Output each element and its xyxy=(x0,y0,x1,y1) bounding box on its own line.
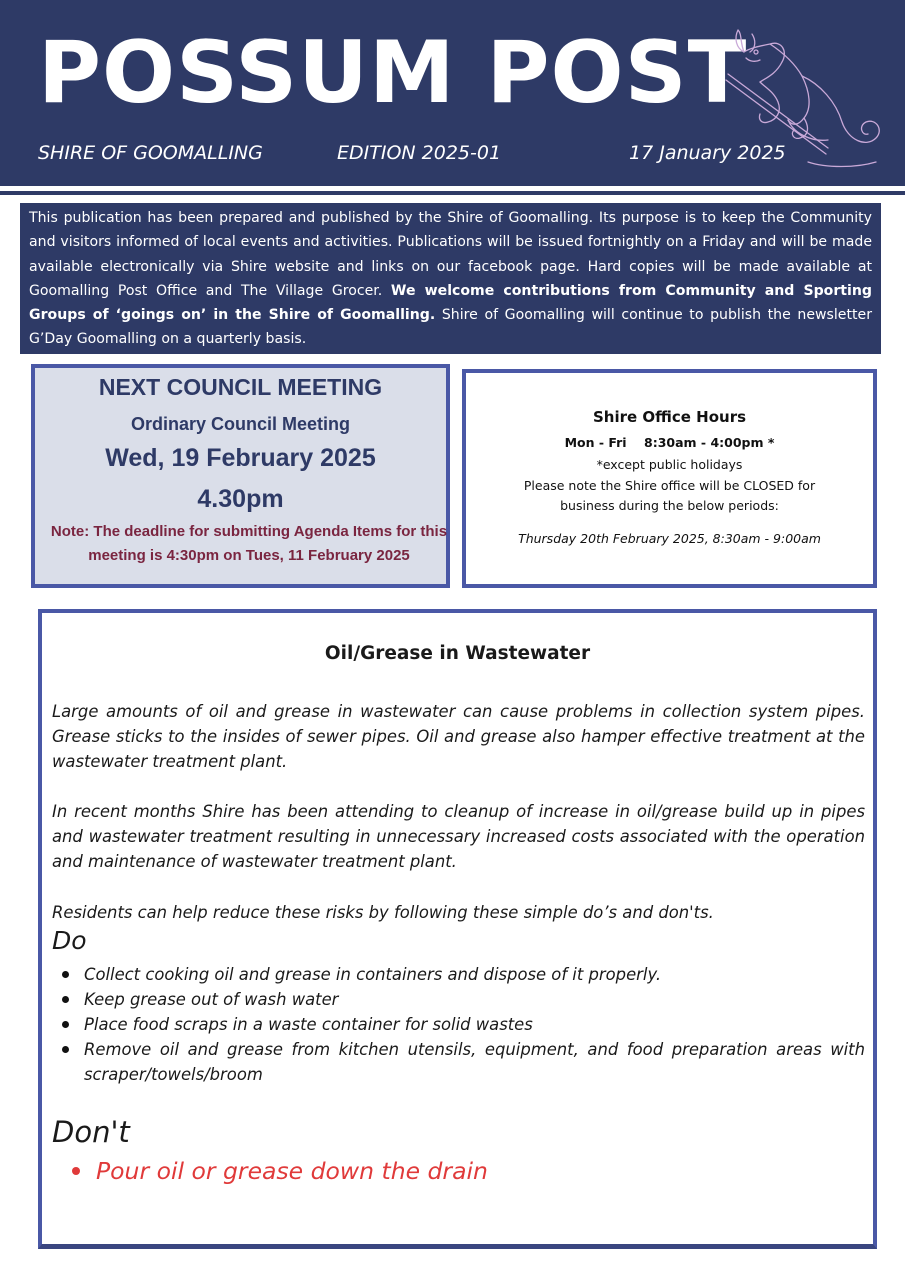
article-paragraph: Residents can help reduce these risks by following these simple do’s and don'ts. xyxy=(52,903,714,922)
wastewater-article xyxy=(38,609,877,1249)
bullet-icon xyxy=(62,971,69,978)
council-meeting-box xyxy=(31,364,450,588)
office-hours-title: Shire Office Hours xyxy=(592,408,747,426)
do-heading: Do xyxy=(52,926,87,955)
do-list-item: Remove oil and grease from kitchen utensils, equipment, and food preparation areas with scraper/towels/broom xyxy=(52,1037,865,1087)
article-paragraph: In recent months Shire has been attending to cleanup of increase in oil/grease build up in pipes and wastewater treatment resulting in unnecessary increased costs associated with the operation and maintenance of wastewater treatment plant. xyxy=(52,802,865,871)
do-list-item: Keep grease out of wash water xyxy=(52,987,865,1012)
meeting-time: 4.30pm xyxy=(197,485,284,513)
council-meeting-heading: NEXT COUNCIL MEETING xyxy=(98,374,383,400)
intro-text-closing: Shire of Goomalling will continue to publish the newsletter G’Day Goomalling on a quarterly basis. xyxy=(29,307,872,348)
shire-name: SHIRE OF GOOMALLING xyxy=(38,142,263,164)
bullet-icon xyxy=(62,1021,69,1028)
do-list-item: Collect cooking oil and grease in containers and dispose of it properly. xyxy=(52,962,865,987)
masthead xyxy=(0,0,905,186)
meeting-type: Ordinary Council Meeting xyxy=(130,414,351,434)
closure-notice-line-1: Please note the Shire office will be CLOSED for xyxy=(523,478,816,493)
newsletter-title: POSSUM POST xyxy=(38,23,748,123)
agenda-deadline-line-1: Note: The deadline for submitting Agenda Items for this xyxy=(50,523,448,540)
agenda-deadline-line-2: meeting is 4:30pm on Tues, 11 February 2025 xyxy=(88,547,410,564)
possum-line-drawing-icon xyxy=(716,22,886,172)
office-hours-range: 8:30am - 4:00pm * xyxy=(644,435,775,450)
intro-contributions-note: We welcome contributions from Community and Sporting Groups of ‘goings on’ in the Shire of Goomalling. xyxy=(29,282,873,324)
article-paragraph: Large amounts of oil and grease in wastewater can cause problems in collection system pipes. Grease sticks to the insides of sewer pipes. Oil and grease also hamper effective treatment at the wastewater treatment plant. xyxy=(52,702,865,771)
dont-list-item: Pour oil or grease down the drain xyxy=(72,1157,488,1185)
office-hours-box xyxy=(462,369,877,588)
office-hours-times xyxy=(466,435,873,450)
article-heading: Oil/Grease in Wastewater xyxy=(324,643,591,664)
header-divider xyxy=(0,191,905,195)
intro-text: This publication has been prepared and published by the Shire of Goomalling. Its purpose is to keep the Community and visitors informed of local events and activities. Publications will be issued fortnightly on a Friday and will be made available electronically via Shire website and links on our facebook page. Hard copies will be made available at Goomalling Post Office and The Village Grocer. xyxy=(29,210,872,299)
bullet-icon xyxy=(62,1046,69,1053)
public-holiday-exception: *except public holidays xyxy=(596,457,743,472)
edition-number: EDITION 2025-01 xyxy=(337,142,502,164)
do-list-item: Place food scraps in a waste container for solid wastes xyxy=(52,1012,865,1037)
bullet-icon xyxy=(72,1167,80,1175)
office-days: Mon - Fri xyxy=(564,435,627,450)
meeting-date: Wed, 19 February 2025 xyxy=(105,444,376,472)
closure-period: Thursday 20th February 2025, 8:30am - 9:00am xyxy=(518,531,821,546)
dont-heading: Don't xyxy=(52,1115,130,1149)
intro-notice xyxy=(20,203,881,354)
agenda-deadline-note xyxy=(41,520,457,568)
closure-notice-line-2: business during the below periods: xyxy=(560,498,779,513)
do-list xyxy=(52,962,865,1087)
issue-date: 17 January 2025 xyxy=(629,142,786,164)
bullet-icon xyxy=(62,996,69,1003)
